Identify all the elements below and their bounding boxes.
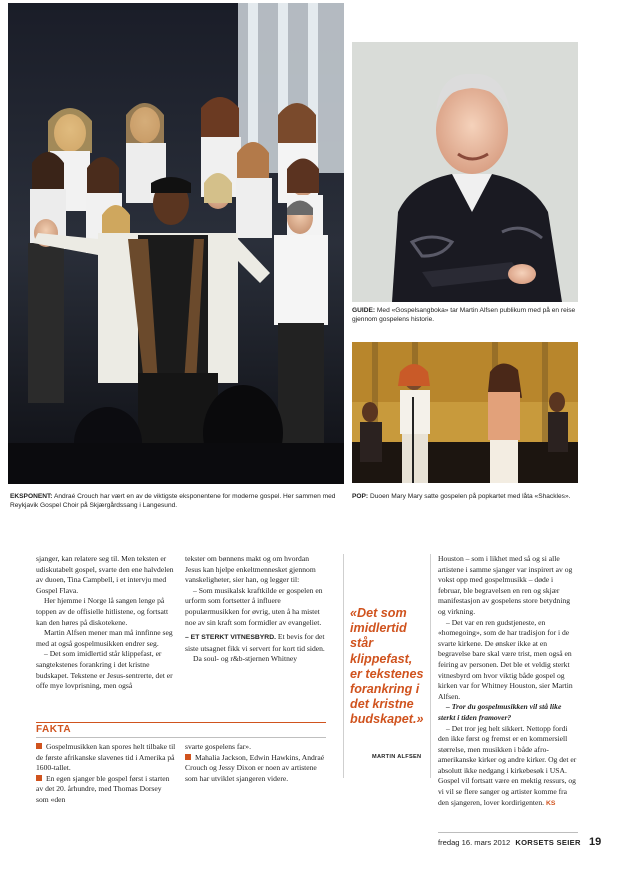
paragraph	[185, 632, 325, 654]
exponent-caption-text: Andraé Crouch har vært en av de viktigste eksponentene for moderne gospel. Her sammen med Reykjavik Gospel Choir på Skjærgårdssang i Langesund.	[10, 493, 336, 509]
paragraph: sjanger, kan relatere seg til. Men teksten er udiskutabelt gospel, svarte den ene halvdelen av duoen, Tina Campbell, i et intervju med Gospel Flava.	[36, 554, 174, 595]
footer-date: fredag 16. mars 2012	[438, 838, 511, 847]
guide-caption-label: GUIDE:	[352, 307, 376, 314]
article-column-2	[185, 554, 325, 665]
fakta-item-text: Gospelmusikken kan spores helt tilbake til de første afrikanske slavenes tid i Amerika på 1600-tallet.	[36, 742, 176, 773]
paragraph: Da soul- og r&b-stjernen Whitney	[193, 654, 298, 664]
quote-rule-right	[430, 554, 431, 778]
choir-photo	[8, 3, 344, 484]
fakta-item-cont: svarte gospelens far».	[185, 742, 252, 751]
pop-caption-label: POP:	[352, 493, 369, 500]
paragraph: tekster om bønnens makt og om hvordan Jesus kan hjelpe enkeltmennesket gjennom vanskeligheter, sier han, og legger til:	[185, 554, 316, 585]
guide-caption	[352, 306, 582, 324]
page-footer	[438, 836, 602, 848]
paragraph-text: – Det tror jeg helt sikkert. Nettopp fordi den ikke først og fremst er en kommersiell størrelse, men musikken i både afro-amerikanske kirker og andre kirker. Og det er absolutt ikke nedgang i kirkebesøk i USA. Gospel vil fortsatt være en mektig ressurs, og vi vil se flere sanger og artister komme fra den sjangeren, lover kordirigenten.	[438, 723, 577, 807]
pop-caption-text: Duoen Mary Mary satte gospelen på popkartet med låta «Shackles».	[369, 493, 571, 500]
fakta-title-rule	[36, 737, 326, 738]
quote-rule-left	[343, 554, 344, 778]
fakta-title: FAKTA	[36, 724, 72, 735]
exponent-caption	[10, 492, 340, 510]
paragraph: – Det som imidlertid står klippefast, er sangtekstenes forankring i det kristne budskapet. Tekstene er Jesus-sentrerte, det er offe mye lovprisning, men også	[36, 649, 173, 691]
fakta-column-2	[185, 742, 325, 784]
fakta-item-text: En egen sjanger ble gospel først i starten av det 20. århundre, med Thomas Dorsey som «den	[36, 773, 170, 804]
mary-mary-photo	[352, 342, 578, 483]
guide-caption-text: Med «Gospelsangboka» tar Martin Alfsen publikum med på en reise gjennom gospelens historie.	[352, 307, 576, 323]
footer-rule	[438, 832, 578, 833]
subheading-text: Et bevis for det siste utsagnet fikk vi servert for kort tid siden.	[185, 632, 325, 653]
bullet-square-icon	[36, 743, 42, 749]
author-signature: KS	[545, 799, 556, 807]
martin-alfsen-portrait	[352, 42, 578, 302]
paragraph: Houston – som i likhet med så og si alle artistene i samme sjanger var inspirert av og vokst opp med gospelmusikk – døde i februar, ble begravelsen en ren og skjær manifestasjon av gospelens store betydning og virkning.	[438, 554, 573, 616]
exponent-caption-label: EKSPONENT:	[10, 493, 53, 500]
fakta-item-text: Mahalia Jackson, Edwin Hawkins, Andraé Crouch og Jessy Dixon er noen av artistene som har utviklet sjangeren videre.	[185, 752, 325, 783]
paragraph	[438, 724, 578, 810]
article-column-1	[36, 554, 176, 692]
fakta-top-rule	[36, 722, 326, 723]
fakta-item	[36, 742, 176, 774]
bullet-square-icon	[36, 775, 42, 781]
footer-paper-name: KORSETS SEIER	[515, 838, 581, 847]
pull-quote-source: MARTIN ALFSEN	[372, 754, 422, 760]
article-column-4	[438, 554, 578, 809]
bullet-square-icon	[185, 754, 191, 760]
fakta-item	[185, 753, 325, 785]
subheading: – ET STERKT VITNESBYRD.	[185, 634, 277, 642]
pop-caption	[352, 492, 592, 501]
interview-question: – Tror du gospelmusikken vil stå like sterkt i tiden framover?	[438, 702, 562, 722]
paragraph: Martin Alfsen mener man må innfinne seg med at også gospelmusikken endrer seg.	[36, 628, 173, 648]
fakta-column-1	[36, 742, 176, 806]
paragraph: – Som musikalsk kraftkilde er gospelen en urform som fortsetter å influere populærmusikken for øvrig, uten å ha mistet noe av sin kraft som formidler av evangeliet.	[185, 585, 323, 627]
paragraph: – Det var en ren gudstjeneste, en «homegoing», som de har tradisjon for i de svarte kirkene. De ønsker ikke at en begravelse bare skal være trist, men også en feiring av personen. Det ble et veldig sterkt vitnesbyrd om hvor viktig både gospel og kirken var for Whitney Houston, sier Martin Alfsen.	[438, 617, 573, 701]
fakta-item	[36, 774, 176, 806]
paragraph: Her hjemme i Norge lå sangen lenge på toppen av de offisielle hitlistene, og fortsatt kan den høres på diskotekene.	[36, 596, 169, 627]
page-number: 19	[588, 836, 602, 848]
pull-quote: «Det som imidlertid står klippefast, er tekstenes forankring i det kristne budskapet.»	[350, 606, 424, 727]
